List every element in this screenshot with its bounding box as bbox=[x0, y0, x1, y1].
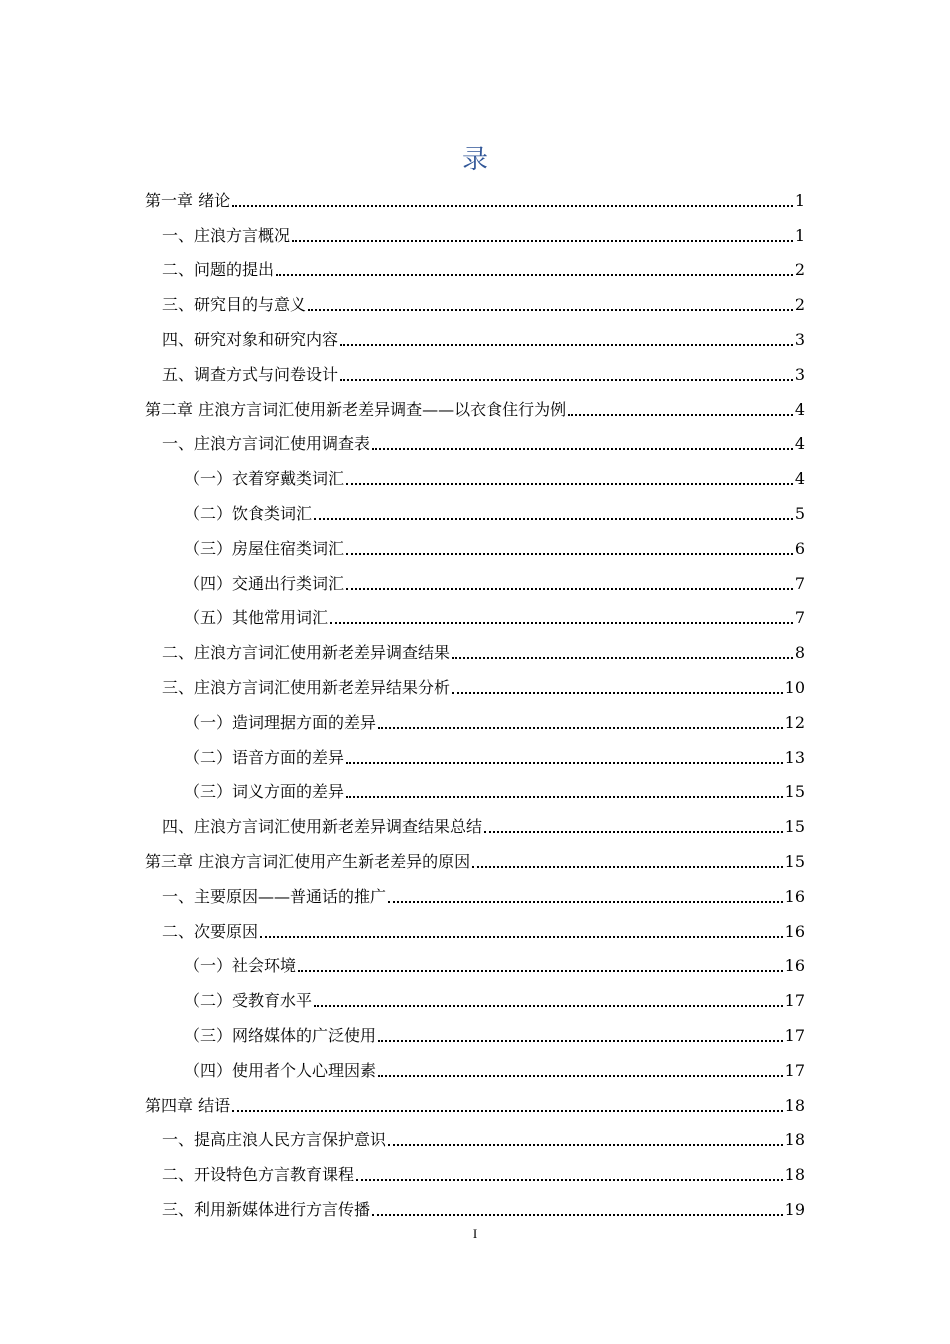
toc-entry-label: 第四章 结语 bbox=[145, 1095, 231, 1115]
toc-entry-page: 18 bbox=[784, 1095, 805, 1115]
toc-entry[interactable] bbox=[184, 704, 805, 739]
toc-entry-label: 第三章 庄浪方言词汇使用产生新老差异的原因 bbox=[145, 851, 471, 871]
toc-entry-label: 三、研究目的与意义 bbox=[162, 295, 307, 315]
dot-leader bbox=[372, 448, 793, 450]
dot-leader bbox=[346, 796, 783, 798]
toc-entry-label: 一、庄浪方言概况 bbox=[162, 225, 291, 245]
toc-entry-label: 二、庄浪方言词汇使用新老差异调查结果 bbox=[162, 643, 451, 663]
toc-entry-page: 3 bbox=[794, 329, 805, 349]
toc-entry-label: 四、庄浪方言词汇使用新老差异调查结果总结 bbox=[162, 817, 483, 837]
toc-entry-label: 二、次要原因 bbox=[162, 921, 259, 941]
toc-entry-label: 三、庄浪方言词汇使用新老差异结果分析 bbox=[162, 677, 451, 697]
toc-entry[interactable] bbox=[184, 460, 805, 495]
toc-entry[interactable] bbox=[184, 1052, 805, 1087]
toc-entry-page: 2 bbox=[794, 260, 805, 280]
dot-leader bbox=[356, 1179, 783, 1181]
toc-entry-page: 16 bbox=[784, 921, 805, 941]
toc-entry[interactable] bbox=[162, 356, 805, 391]
toc-entry[interactable] bbox=[162, 286, 805, 321]
toc-entry-page: 16 bbox=[784, 956, 805, 976]
toc-entry-label: 四、研究对象和研究内容 bbox=[162, 329, 339, 349]
toc-entry[interactable] bbox=[184, 1017, 805, 1052]
dot-leader bbox=[260, 936, 783, 938]
dot-leader bbox=[346, 588, 793, 590]
toc-entry-page: 6 bbox=[794, 538, 805, 558]
toc-entry[interactable] bbox=[162, 1191, 805, 1226]
dot-leader bbox=[372, 1214, 783, 1216]
dot-leader bbox=[346, 553, 793, 555]
toc-entry-page: 3 bbox=[794, 364, 805, 384]
dot-leader bbox=[568, 414, 793, 416]
toc-entry-label: 第二章 庄浪方言词汇使用新老差异调查——以衣食住行为例 bbox=[145, 399, 567, 419]
dot-leader bbox=[340, 379, 793, 381]
toc-entry-page: 18 bbox=[784, 1130, 805, 1150]
toc-entry[interactable] bbox=[184, 739, 805, 774]
toc-entry[interactable] bbox=[145, 182, 805, 217]
toc-entry[interactable] bbox=[162, 1122, 805, 1157]
toc-entry-label: 三、利用新媒体进行方言传播 bbox=[162, 1199, 371, 1219]
toc-entry-page: 16 bbox=[784, 886, 805, 906]
dot-leader bbox=[276, 274, 793, 276]
dot-leader bbox=[378, 727, 783, 729]
dot-leader bbox=[388, 1144, 783, 1146]
dot-leader bbox=[340, 344, 793, 346]
toc-entry-label: （一）衣着穿戴类词汇 bbox=[184, 469, 345, 489]
toc-entry-label: （一）社会环境 bbox=[184, 956, 297, 976]
toc-entry-label: （四）交通出行类词汇 bbox=[184, 573, 345, 593]
toc-entry-page: 18 bbox=[784, 1165, 805, 1185]
toc-entry-page: 15 bbox=[784, 851, 805, 871]
toc-entry[interactable] bbox=[184, 948, 805, 983]
dot-leader bbox=[346, 762, 783, 764]
dot-leader bbox=[292, 240, 793, 242]
page-number: I bbox=[472, 1226, 478, 1241]
toc-entry-label: 五、调查方式与问卷设计 bbox=[162, 364, 339, 384]
dot-leader bbox=[484, 831, 783, 833]
toc-entry-page: 7 bbox=[794, 573, 805, 593]
toc-entry-page: 17 bbox=[784, 1025, 805, 1045]
toc-entry[interactable] bbox=[162, 1156, 805, 1191]
toc-entry-label: （二）饮食类词汇 bbox=[184, 503, 313, 523]
toc-entry-page: 2 bbox=[794, 295, 805, 315]
toc-entry-page: 15 bbox=[784, 817, 805, 837]
toc-entry-label: 第一章 绪论 bbox=[145, 190, 231, 210]
toc-entry[interactable] bbox=[184, 774, 805, 809]
toc-entry-page: 15 bbox=[784, 782, 805, 802]
toc-entry-label: （三）房屋住宿类词汇 bbox=[184, 538, 345, 558]
dot-leader bbox=[232, 1110, 783, 1112]
toc-entry[interactable] bbox=[145, 391, 805, 426]
toc-entry[interactable] bbox=[162, 321, 805, 356]
toc-entry[interactable] bbox=[162, 913, 805, 948]
dot-leader bbox=[308, 309, 793, 311]
toc-entry-label: 二、开设特色方言教育课程 bbox=[162, 1165, 355, 1185]
toc-entry-label: 二、问题的提出 bbox=[162, 260, 275, 280]
toc-entry-page: 4 bbox=[794, 469, 805, 489]
dot-leader bbox=[232, 205, 793, 207]
dot-leader bbox=[298, 970, 783, 972]
toc-entry-label: 一、主要原因——普通话的推广 bbox=[162, 886, 387, 906]
toc-list bbox=[0, 182, 950, 1226]
toc-entry[interactable] bbox=[184, 982, 805, 1017]
toc-entry-label: （五）其他常用词汇 bbox=[184, 608, 329, 628]
toc-entry-page: 19 bbox=[784, 1199, 805, 1219]
toc-entry-label: 一、提高庄浪人民方言保护意识 bbox=[162, 1130, 387, 1150]
dot-leader bbox=[388, 901, 783, 903]
toc-entry-page: 12 bbox=[784, 712, 805, 732]
dot-leader bbox=[314, 1005, 783, 1007]
toc-entry[interactable] bbox=[162, 252, 805, 287]
toc-entry-label: （二）语音方面的差异 bbox=[184, 747, 345, 767]
dot-leader bbox=[378, 1075, 783, 1077]
dot-leader bbox=[452, 692, 783, 694]
toc-entry-page: 13 bbox=[784, 747, 805, 767]
toc-entry-page: 10 bbox=[784, 677, 805, 697]
toc-entry[interactable] bbox=[162, 808, 805, 843]
toc-entry[interactable] bbox=[162, 634, 805, 669]
toc-entry[interactable] bbox=[184, 565, 805, 600]
dot-leader bbox=[472, 866, 783, 868]
toc-entry[interactable] bbox=[184, 495, 805, 530]
toc-entry[interactable] bbox=[162, 669, 805, 704]
toc-entry-page: 4 bbox=[794, 434, 805, 454]
toc-entry-page: 1 bbox=[794, 225, 805, 245]
toc-entry-label: 一、庄浪方言词汇使用调查表 bbox=[162, 434, 371, 454]
toc-entry-page: 17 bbox=[784, 1060, 805, 1080]
dot-leader bbox=[314, 518, 793, 520]
toc-entry-page: 1 bbox=[794, 190, 805, 210]
dot-leader bbox=[346, 483, 793, 485]
dot-leader bbox=[378, 1040, 783, 1042]
toc-entry[interactable] bbox=[162, 426, 805, 461]
toc-entry[interactable] bbox=[145, 843, 805, 878]
toc-entry[interactable] bbox=[162, 878, 805, 913]
toc-entry-label: （一）造词理据方面的差异 bbox=[184, 712, 377, 732]
toc-title: 录 bbox=[461, 145, 488, 175]
toc-entry[interactable] bbox=[184, 600, 805, 635]
toc-entry-page: 5 bbox=[794, 503, 805, 523]
toc-entry-page: 4 bbox=[794, 399, 805, 419]
toc-entry-label: （三）词义方面的差异 bbox=[184, 782, 345, 802]
toc-entry-page: 7 bbox=[794, 608, 805, 628]
toc-entry-label: （四）使用者个人心理因素 bbox=[184, 1060, 377, 1080]
toc-entry[interactable] bbox=[145, 1087, 805, 1122]
dot-leader bbox=[452, 657, 793, 659]
toc-entry[interactable] bbox=[162, 217, 805, 252]
toc-entry-page: 17 bbox=[784, 991, 805, 1011]
toc-entry-page: 8 bbox=[794, 643, 805, 663]
toc-entry-label: （二）受教育水平 bbox=[184, 991, 313, 1011]
toc-entry-label: （三）网络媒体的广泛使用 bbox=[184, 1025, 377, 1045]
toc-entry[interactable] bbox=[184, 530, 805, 565]
dot-leader bbox=[330, 622, 793, 624]
